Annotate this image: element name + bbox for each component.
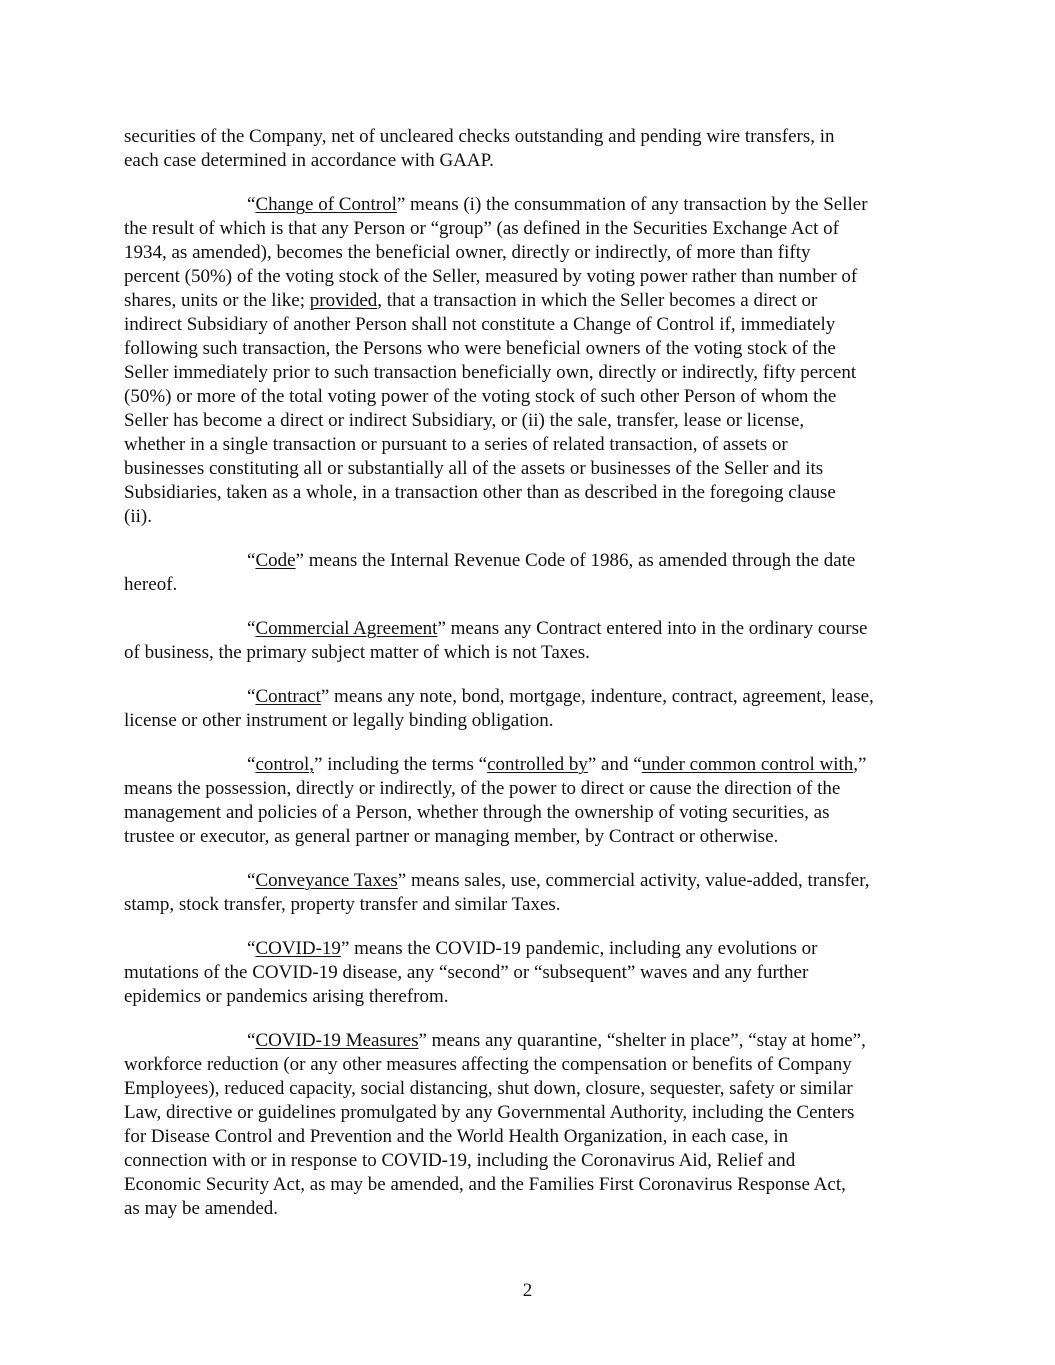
defined-term: Contract [255,686,321,707]
text-line [124,825,944,849]
text-line [124,937,944,961]
text-line [124,313,944,337]
text-line [124,481,944,505]
definition-paragraph [124,753,944,849]
text-segment: Subsidiaries, taken as a whole, in a transaction other than as described in the foregoing clause [124,482,836,503]
text-segment: ” including the terms “ [314,754,488,775]
text-segment: mutations of the COVID-19 disease, any “second” or “subsequent” waves and any further [124,962,809,983]
text-line [124,1149,944,1173]
text-line [124,709,944,733]
text-segment: (50%) or more of the total voting power of the voting stock of such other Person of whom the [124,386,837,407]
text-segment: (ii). [124,506,152,527]
text-segment: management and policies of a Person, whether through the ownership of voting securities, as [124,802,830,823]
definition-paragraph [124,869,944,917]
text-segment: , that a transaction in which the Seller becomes a direct or [377,290,818,311]
text-line [124,685,944,709]
defined-term: COVID-19 Measures [255,1030,419,1051]
text-segment: ” and “ [587,754,642,775]
defined-term: controlled by [487,754,588,775]
defined-term: Change of Control [255,194,397,215]
text-line [124,641,944,665]
definition-paragraph [124,1029,944,1221]
text-line [124,753,944,777]
page-number: 2 [522,1280,533,1301]
text-segment: the result of which is that any Person or “group” (as defined in the Securities Exchange Act of [124,218,839,239]
text-segment: for Disease Control and Prevention and the World Health Organization, in each case, in [124,1126,789,1147]
text-line [124,893,944,917]
text-line [124,505,944,529]
text-segment: stamp, stock transfer, property transfer and similar Taxes. [124,894,561,915]
defined-term: COVID-19 [255,938,341,959]
text-segment: “ [247,754,256,775]
text-segment: “ [247,870,256,891]
definition-paragraph [124,193,944,529]
text-line [124,385,944,409]
defined-term: Commercial Agreement [255,618,438,639]
text-segment: Law, directive or guidelines promulgated by any Governmental Authority, including the Centers [124,1102,855,1123]
definition-paragraph [124,617,944,665]
text-line [124,617,944,641]
text-segment: whether in a single transaction or pursuant to a series of related transaction, of assets or [124,434,788,455]
text-line [124,1197,944,1221]
text-segment: businesses constituting all or substantially all of the assets or businesses of the Seller and its [124,458,824,479]
text-segment: connection with or in response to COVID-19, including the Coronavirus Aid, Relief and [124,1150,796,1171]
text-segment: percent (50%) of the voting stock of the Seller, measured by voting power rather than number of [124,266,858,287]
text-segment: each case determined in accordance with GAAP. [124,150,494,171]
text-line [124,457,944,481]
defined-term: Conveyance Taxes [255,870,398,891]
text-line [124,777,944,801]
text-segment: “ [247,686,256,707]
text-segment: securities of the Company, net of uncleared checks outstanding and pending wire transfers, in [124,126,835,147]
text-line [124,217,944,241]
text-line [124,1173,944,1197]
text-line [124,801,944,825]
text-line [124,549,944,573]
text-segment: indirect Subsidiary of another Person shall not constitute a Change of Control if, immediately [124,314,836,335]
document-body [124,125,944,1241]
text-line [124,361,944,385]
text-segment: “ [247,618,256,639]
definition-paragraph [124,685,944,733]
text-line [124,265,944,289]
defined-term: under common control with [641,754,854,775]
text-segment: ,” [853,754,867,775]
text-line [124,1029,944,1053]
text-line [124,241,944,265]
text-segment: ” means any Contract entered into in the ordinary course [437,618,868,639]
text-segment: “ [247,938,256,959]
text-line [124,1053,944,1077]
text-line [124,409,944,433]
definition-paragraph [124,937,944,1009]
text-segment: epidemics or pandemics arising therefrom. [124,986,449,1007]
defined-term: control, [255,754,315,775]
text-line [124,1101,944,1125]
text-segment: following such transaction, the Persons who were beneficial owners of the voting stock of the [124,338,836,359]
text-line [124,869,944,893]
text-segment: “ [247,550,256,571]
text-line [124,337,944,361]
text-segment: Economic Security Act, as may be amended, and the Families First Coronavirus Response Act, [124,1174,846,1195]
text-segment: ” means the COVID-19 pandemic, including any evolutions or [340,938,818,959]
text-segment: license or other instrument or legally binding obligation. [124,710,554,731]
text-segment: ” means any note, bond, mortgage, indenture, contract, agreement, lease, [320,686,874,707]
text-line [124,193,944,217]
text-segment: “ [247,194,256,215]
text-line [124,985,944,1009]
text-segment: shares, units or the like; [124,290,310,311]
text-segment: as may be amended. [124,1198,279,1219]
text-segment: hereof. [124,574,178,595]
text-line [124,125,944,149]
text-segment: ” means any quarantine, “shelter in place”, “stay at home”, [418,1030,866,1051]
text-segment: workforce reduction (or any other measures affecting the compensation or benefits of Company [124,1054,852,1075]
definition-paragraph [124,549,944,597]
text-segment: ” means sales, use, commercial activity, value-added, transfer, [397,870,870,891]
text-line [124,433,944,457]
text-segment: ” means (i) the consummation of any transaction by the Seller [396,194,868,215]
defined-term: provided [309,290,378,311]
text-segment: ” means the Internal Revenue Code of 1986, as amended through the date [295,550,856,571]
text-segment: Employees), reduced capacity, social distancing, shut down, closure, sequester, safety or similar [124,1078,853,1099]
text-segment: Seller immediately prior to such transaction beneficially own, directly or indirectly, fifty percent [124,362,857,383]
text-line [124,573,944,597]
text-segment: means the possession, directly or indirectly, of the power to direct or cause the direction of the [124,778,841,799]
text-line [124,1077,944,1101]
continued-paragraph [124,125,944,173]
text-line [124,289,944,313]
text-segment: Seller has become a direct or indirect Subsidiary, or (ii) the sale, transfer, lease or license, [124,410,805,431]
text-segment: “ [247,1030,256,1051]
text-segment: 1934, as amended), becomes the beneficial owner, directly or indirectly, of more than fifty [124,242,811,263]
text-segment: trustee or executor, as general partner or managing member, by Contract or otherwise. [124,826,779,847]
defined-term: Code [255,550,296,571]
text-line [124,149,944,173]
text-line [124,961,944,985]
text-line [124,1125,944,1149]
text-segment: of business, the primary subject matter of which is not Taxes. [124,642,590,663]
